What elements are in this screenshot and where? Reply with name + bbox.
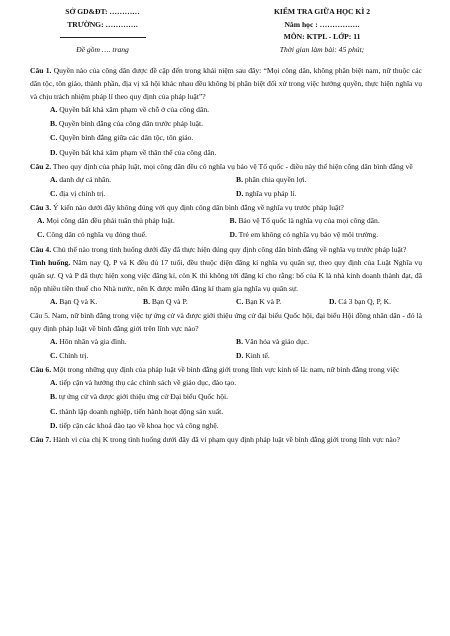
question-4-option-d[interactable]: D. Cả 3 bạn Q, P, K.	[329, 296, 392, 306]
question-2-option-c[interactable]: C. địa vị chính trị.	[50, 189, 106, 199]
question-6-label: Câu 6.	[30, 365, 52, 375]
question-5-options-row-1	[30, 335, 422, 349]
question-2-text: Theo quy định của pháp luật, mọi công dân đều có nghĩa vụ bảo vệ Tổ quốc - điều này thể hiện công dân bình đẳng về	[51, 161, 413, 171]
question-3-options-row-1	[30, 214, 422, 228]
question-6	[30, 363, 422, 376]
question-6-option-d[interactable]: D. tiếp cận các khoá đào tạo về khoa học và công nghệ.	[50, 420, 219, 430]
header-right	[222, 6, 422, 56]
exam-title: KIỂM TRA GIỮA HỌC KÌ 2	[274, 7, 370, 16]
question-6-option-a[interactable]: A. tiếp cận và hưởng thụ các chính sách về giáo dục, đào tạo.	[50, 378, 237, 388]
question-3	[30, 201, 422, 214]
question-2-option-a[interactable]: A. danh dự cá nhân.	[50, 174, 112, 184]
question-3-option-c[interactable]: C. Công dân có nghĩa vụ đóng thuế.	[37, 230, 147, 240]
question-2-options-row-2	[30, 187, 422, 201]
question-4-option-c[interactable]: C. Bạn K và P.	[236, 296, 282, 306]
situation-label: Tình huống.	[30, 257, 71, 267]
question-7	[30, 433, 422, 446]
school-year-line: Năm học : …………….	[284, 19, 360, 29]
question-1-label: Câu 1.	[30, 66, 52, 75]
question-list	[30, 64, 422, 446]
question-7-label: Câu 7.	[30, 435, 52, 445]
question-1-option-c[interactable]: C. Quyền bình đẳng giữa các dân tộc, tôn giáo.	[50, 133, 194, 143]
question-4-label: Câu 4.	[30, 244, 52, 254]
question-1-option-a[interactable]: A. Quyền bất khả xâm phạm về chỗ ở của công dân.	[50, 105, 210, 114]
question-4-option-b[interactable]: B. Bạn Q và P.	[143, 296, 188, 306]
question-2-options-row-1	[30, 173, 422, 187]
question-4-text: Chủ thể nào trong tình huống dưới đây đã thực hiện đúng quy định công dân bình đẳng về nghĩa vụ trước pháp luật?	[51, 244, 407, 254]
question-6-option-c[interactable]: C. thành lập doanh nghiệp, tiến hành hoạt động sản xuất.	[50, 406, 224, 416]
question-3-option-a[interactable]: A. Mọi công dân đều phải tuân thủ pháp luật.	[37, 216, 175, 226]
subject-line: MÔN: KTPL - LỚP: 11	[283, 32, 361, 41]
question-5: Câu 5. Nam, nữ bình đẳng trong việc tự ứng cử và được giới thiệu ứng cử đại biểu Quốc hội, đại biểu Hội đồng nhân dân - đó là quy định pháp luật về bình đẳng giới trên lĩnh vực nào?	[30, 310, 422, 333]
question-1-option-d[interactable]: D. Quyền bất khả xâm phạm về thân thể của công dân.	[50, 147, 217, 157]
question-1-option-b[interactable]: B. Quyền bình đẳng của công dân trước pháp luật.	[50, 119, 204, 129]
question-3-options-row-2	[30, 228, 422, 242]
page-count-line: Đề gồm …. trang	[76, 44, 129, 54]
question-2-option-b[interactable]: B. phân chia quyền lợi.	[236, 174, 307, 184]
question-3-option-b[interactable]: B. Bảo vệ Tổ quốc là nghĩa vụ của mọi công dân.	[229, 216, 380, 226]
header-divider	[30, 31, 175, 44]
question-5-option-d[interactable]: D. Kinh tế.	[236, 351, 270, 361]
question-1	[30, 64, 422, 103]
question-2-option-d[interactable]: D. nghĩa vụ pháp lí.	[236, 189, 297, 199]
question-5-option-a[interactable]: A. Hôn nhân và gia đình.	[50, 336, 127, 346]
question-4-options	[30, 295, 422, 309]
question-4-situation	[30, 256, 422, 295]
question-2	[30, 160, 422, 173]
header-left	[30, 6, 175, 56]
question-4	[30, 243, 422, 256]
question-3-option-d[interactable]: D. Trẻ em không có nghĩa vụ bảo vệ môi trường.	[229, 230, 379, 240]
exam-header	[30, 6, 422, 56]
duration-line: Thời gian làm bài: 45 phút;	[279, 44, 365, 54]
school-line: TRƯỜNG: ………….	[67, 19, 138, 29]
question-1-text: Quyền nào của công dân được đề cập đến trong khái niệm sau đây: “Mọi công dân, không phân biệt nam, nữ thuộc các dân tộc, tôn giáo, thành phần, địa vị xã hội khác nhau đều không bị phân biệt đối xử trong việc hưởng quyền, thực hiện nghĩa vụ và chịu trách nhiệm pháp lí theo quy định của pháp luật”?	[30, 66, 423, 101]
question-3-label: Câu 3.	[30, 203, 52, 213]
question-5-option-b[interactable]: B. Văn hóa và giáo dục.	[236, 336, 310, 346]
question-7-text: Hành vi của chị K trong tình huống dưới đây đã vi phạm quy định pháp luật về bình đẳng giới trong lĩnh vực nào?	[51, 435, 400, 445]
question-3-text: Ý kiến nào dưới đây không đúng với quy định công dân bình đẳng về nghĩa vụ trước pháp luật?	[51, 203, 344, 213]
department-line: SỞ GD&ĐT: …………	[65, 7, 140, 16]
question-5-option-c[interactable]: C. Chính trị.	[50, 351, 89, 361]
question-6-text: Một trong những quy định của pháp luật về bình đẳng giới trong lĩnh vực kinh tế là: nam, nữ bình đẳng trong việc	[51, 365, 400, 375]
question-6-option-b[interactable]: B. tự ứng cử và được giới thiệu ứng cử Đại biểu Quốc hội.	[50, 392, 229, 402]
situation-text: Năm nay Q, P và K đều đủ 17 tuổi, đều thuộc diện đăng kí nghĩa vụ quân sự, theo quy định của Luật Nghĩa vụ quân sự. Q và P đã thực hiện xong việc đăng kí, còn K thì không tới đăng kí cho rằng: bố của K là nhà kinh doanh thành đạt, đã nộp nhiều tiền thuế cho Nhà nước, nên K được miễn đăng kí tham gia nghĩa vụ quân sự.	[30, 257, 423, 293]
question-4-option-a[interactable]: A. Bạn Q và K.	[50, 296, 98, 306]
question-2-label: Câu 2.	[30, 161, 52, 171]
question-5-options-row-2	[30, 349, 422, 363]
